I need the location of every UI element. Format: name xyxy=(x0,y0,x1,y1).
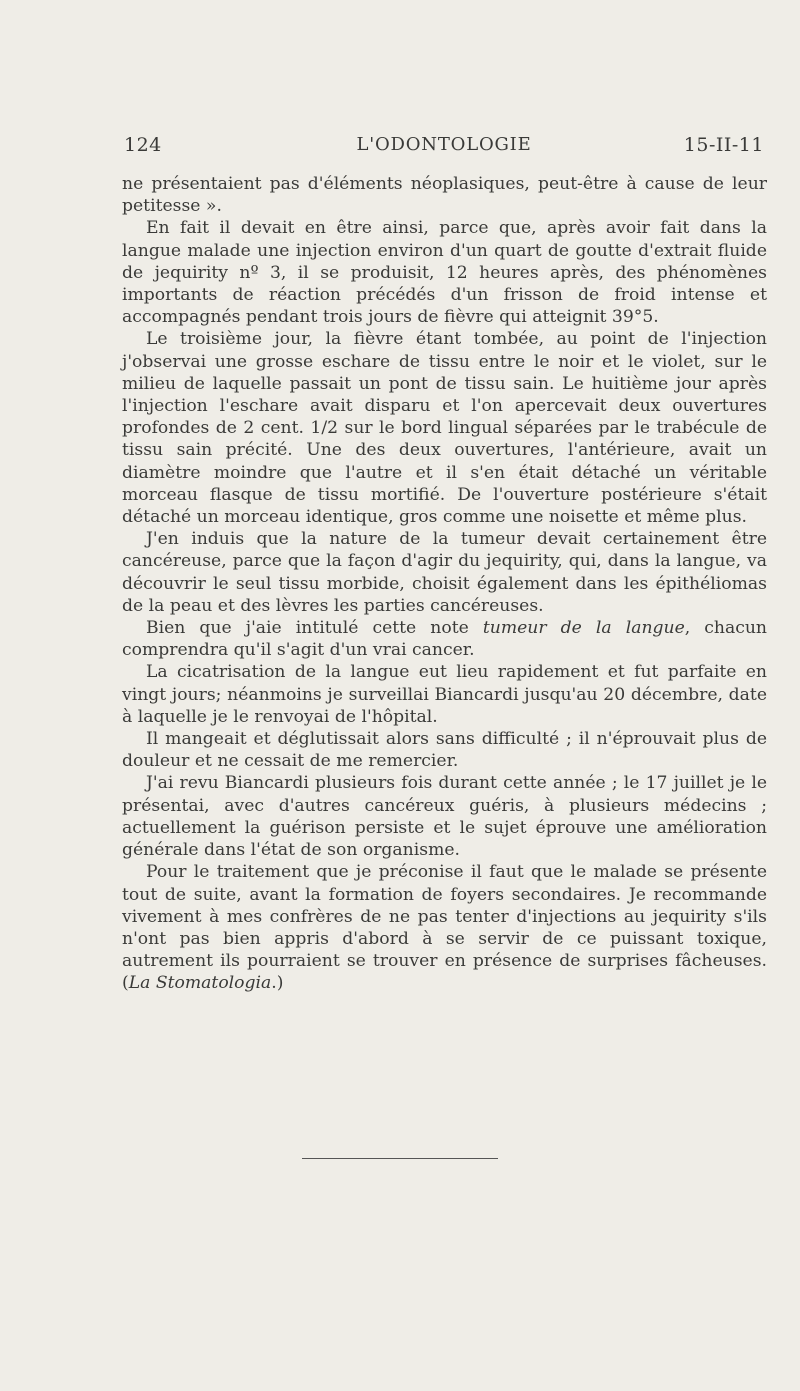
issue-date: 15-II-11 xyxy=(683,134,764,156)
paragraph-2: En fait il devait en être ainsi, parce que, après avoir fait dans la langue malade une injection environ d'un quart de goutte d'extrait fluide de jequirity nº 3, il se produisit, 12 heures après, des phénomènes importants de réaction précédés d'un frisson de froid intense et accompagnés pendant trois jours de fièvre qui atteignit 39°5. xyxy=(122,218,767,328)
article-body xyxy=(122,173,767,995)
source-close: .) xyxy=(271,973,284,994)
source-title: La Stomatologia xyxy=(128,973,272,994)
page-number: 124 xyxy=(124,134,162,156)
paragraph-9-text: Pour le traitement que je préconise il faut que le malade se présente tout de suite, avant la formation de foyers secondaires. Je recommande vivement à mes confrères de ne pas tenter d'injections au jequirity s'ils n'ont pas bien appris d'abord à se servir de ce puissant toxique, autrement ils pourraient se trouver en présence de surprises fâcheuses. xyxy=(122,862,767,972)
source-open: ( xyxy=(122,973,129,994)
paragraph-9 xyxy=(122,861,767,994)
paragraph-8: J'ai revu Biancardi plusieurs fois durant cette année ; le 17 juillet je le présentai, avec d'autres cancéreux guéris, à plusieurs médecins ; actuellement la guérison persiste et le sujet éprouve une amélioration générale dans l'état de son organisme. xyxy=(122,773,767,861)
paragraph-5-after: , chacun comprendra qu'il s'agit d'un vrai cancer. xyxy=(122,618,767,661)
paragraph-4: J'en induis que la nature de la tumeur devait certainement être cancéreuse, parce que la façon d'agir du jequirity, qui, dans la langue, va découvrir le seul tissu morbide, choisit également dans les épithéliomas de la peau et des lèvres les parties cancéreuses. xyxy=(122,529,767,616)
paragraph-3: Le troisième jour, la fièvre étant tombée, au point de l'injection j'observai une grosse eschare de tissu entre le noir et le violet, sur le milieu de laquelle passait un pont de tissu sain. Le huitième jour après l'injection l'eschare avait disparu et l'on apercevait deux ouvertures profondes de 2 cent. 1/2 sur le bord lingual séparées par le trabécule de tissu sain précité. Une des deux ouvertures, l'antérieure, avait un diamètre moindre que l'autre et il s'en était détaché un véritable morceau flasque de tissu mortifié. De l'ouverture postérieure s'était détaché un morceau identique, gros comme une noisette et même plus. xyxy=(122,329,767,528)
end-rule xyxy=(302,1158,498,1159)
paragraph-6: La cicatrisation de la langue eut lieu rapidement et fut parfaite en vingt jours; néanmoins je surveillai Biancardi jusqu'au 20 décembre, date à laquelle je le renvoyai de l'hôpital. xyxy=(122,662,767,727)
paragraph-7: Il mangeait et déglutissait alors sans difficulté ; il n'éprouvait plus de douleur et ne cessait de me remercier. xyxy=(122,729,767,772)
paragraph-5-italic-title: tumeur de la langue xyxy=(482,618,685,639)
paragraph-5-before: Bien que j'aie intitulé cette note xyxy=(146,618,483,639)
journal-title: L'ODONTOLOGIE xyxy=(356,134,532,155)
paragraph-1: ne présentaient pas d'éléments néoplasiques, peut-être à cause de leur petitesse ». xyxy=(122,174,767,217)
paragraph-5 xyxy=(122,617,767,661)
running-header xyxy=(124,134,764,158)
